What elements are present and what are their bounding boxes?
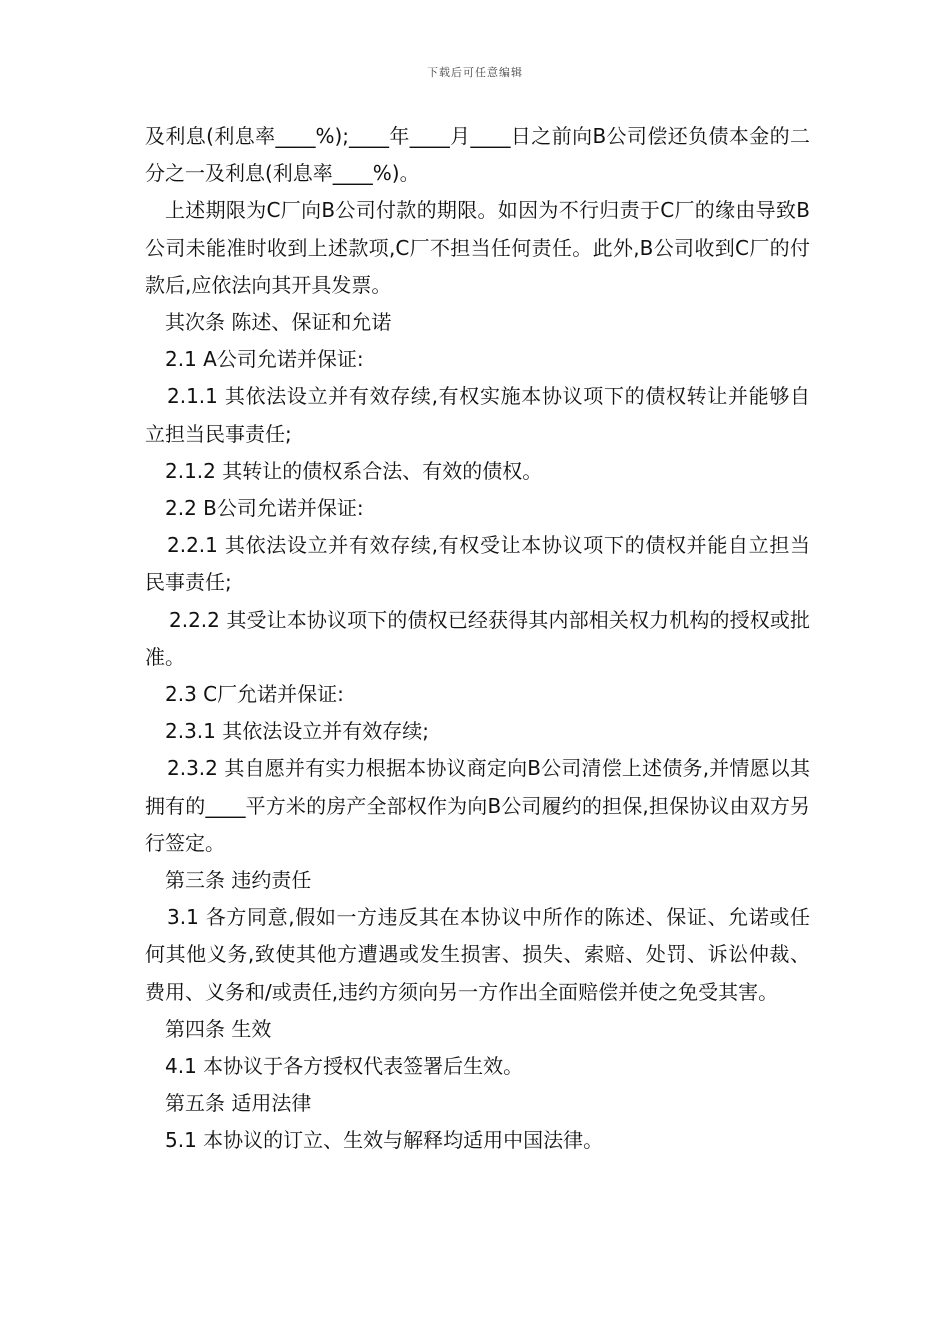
clause-2-1-1: 2.1.1 其依法设立并有效存续,有权实施本协议项下的债权转让并能够自立担当民事责任;: [145, 384, 810, 446]
clause-2-3-2: 2.3.2 其自愿并有实力根据本协议商定向B公司清偿上述债务,并情愿以其拥有的____平方米的房产全部权作为向B公司履约的担保,担保协议由双方另行签定。: [145, 756, 810, 855]
clause-2-1: 2.1 A公司允诺并保证:: [165, 347, 364, 372]
section-heading-representations: 其次条 陈述、保证和允诺: [165, 310, 392, 335]
clause-2-3: 2.3 C厂允诺并保证:: [165, 682, 344, 707]
paragraph-payment-term: 上述期限为C厂向B公司付款的期限。如因为不行归责于C厂的缘由导致B公司未能准时收到上述款项,C厂不担当任何责任。此外,B公司收到C厂的付款后,应依法向其开具发票。: [145, 198, 810, 297]
section-heading-liability: 第三条 违约责任: [165, 868, 312, 893]
section-heading-governing-law: 第五条 适用法律: [165, 1091, 312, 1116]
clause-5-1: 5.1 本协议的订立、生效与解释均适用中国法律。: [165, 1128, 604, 1153]
clause-3-1: 3.1 各方同意,假如一方违反其在本协议中所作的陈述、保证、允诺或任何其他义务,致使其他方遭遇或发生损害、损失、索赔、处罚、诉讼仲裁、费用、义务和/或责任,违约方须向另一方作出全面赔偿并使之免受其害。: [145, 905, 810, 1004]
clause-2-2-2: 2.2.2 其受让本协议项下的债权已经获得其内部相关权力机构的授权或批准。: [145, 607, 810, 669]
document-body: [145, 118, 810, 1160]
clause-2-2: 2.2 B公司允诺并保证:: [165, 496, 364, 521]
clause-2-2-1: 2.2.1 其依法设立并有效存续,有权受让本协议项下的债权并能自立担当民事责任;: [145, 533, 810, 595]
paragraph-interest-schedule: 及利息(利息率____%);____年____月____日之前向B公司偿还负债本金的二分之一及利息(利息率____%)。: [145, 124, 810, 186]
clause-4-1: 4.1 本协议于各方授权代表签署后生效。: [165, 1054, 524, 1079]
clause-2-1-2: 2.1.2 其转让的债权系合法、有效的债权。: [165, 458, 543, 483]
page-header-note: 下载后可任意编辑: [427, 66, 523, 79]
clause-2-3-1: 2.3.1 其依法设立并有效存续;: [165, 719, 429, 744]
section-heading-effectiveness: 第四条 生效: [165, 1016, 272, 1041]
